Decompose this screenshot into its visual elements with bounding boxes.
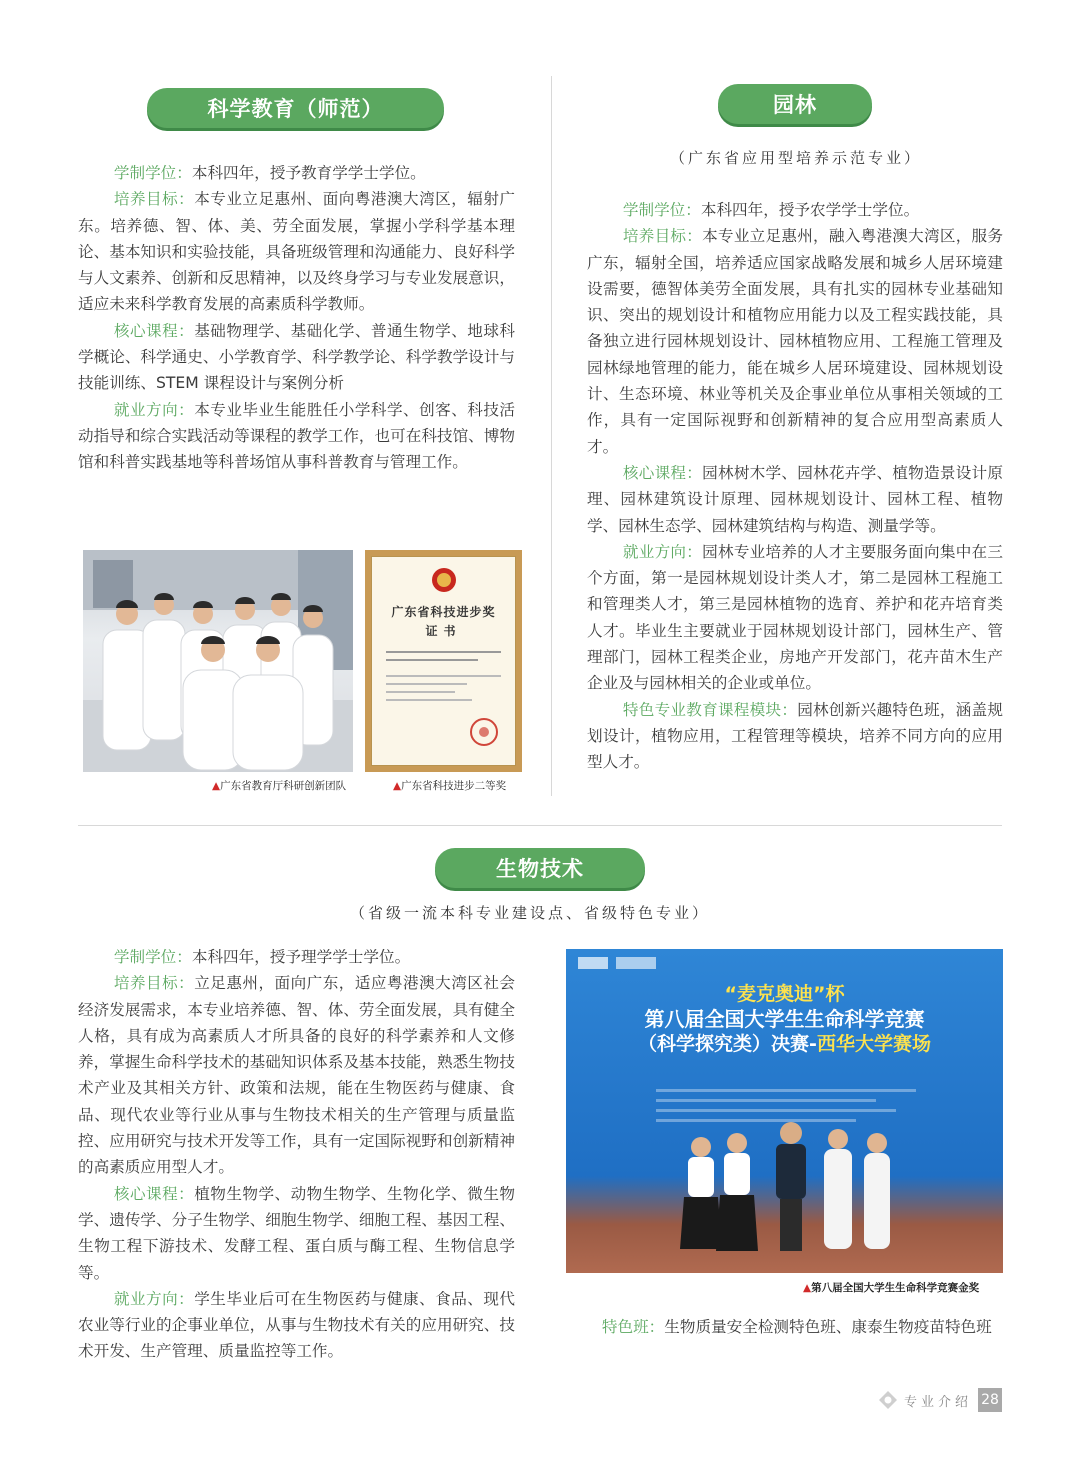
landscape-subtitle: （广东省应用型培养示范专业） <box>670 149 923 167</box>
competition-caption: ▲第八届全国大学生生命科学竞赛金奖 <box>803 1282 980 1294</box>
paragraph-career: 就业方向：学生毕业后可在生物医药与健康、食品、现代农业等行业的企事业单位，从事与生物技术有关的应用研究、技术开发、生产管理、质量监控等工作。 <box>78 1289 515 1361</box>
label: 核心课程： <box>622 463 703 482</box>
seal-icon <box>469 717 499 747</box>
paragraph-career: 就业方向：本专业毕业生能胜任小学科学、创客、科技活动指导和综合实践活动等课程的教学工作，也可在科技馆、博物馆和科普实践基地等科普场馆从事科普教育与管理工作。 <box>78 400 515 472</box>
label: 核心课程： <box>113 1184 195 1203</box>
section-divider <box>78 825 1002 826</box>
paragraph-degree: 学制学位：本科四年，授予理学学士学位。 <box>113 948 411 966</box>
national-emblem-icon <box>431 567 457 593</box>
certificate-subtitle: 证书 <box>425 624 462 638</box>
paragraph-courses: 核心课程：园林树木学、园林花卉学、植物造景设计原理、园林建筑设计原理、园林规划设计、园林工程、植物学、园林生态学、园林建筑结构与构造、测量学等。 <box>587 463 1003 535</box>
section-title-biotech <box>435 848 645 888</box>
paragraph-degree: 学制学位：本科四年，授予农学学士学位。 <box>622 201 920 219</box>
paragraph-goal: 培养目标：本专业立足惠州、面向粤港澳大湾区，辐射广东。培养德、智、体、美、劳全面发展，掌握小学科学基本理论、基本知识和实验技能，具备班级管理和沟通能力、良好科学与人文素养、创新和反思精神，以及终身学习与专业发展意识，适应未来科学教育发展的高素质科学教师。 <box>78 190 515 314</box>
paragraph-courses: 核心课程：植物生物学、动物生物学、生物化学、微生物学、遗传学、分子生物学、细胞生物学、细胞工程、基因工程、生物工程下游技术、发酵工程、蛋白质与酶工程、生物信息学等。 <box>78 1184 515 1282</box>
banner-line-2: 第八届全国大学生生命科学竞赛 <box>644 1007 925 1031</box>
paragraph-goal: 培养目标：本专业立足惠州，融入粤港澳大湾区，服务广东，辐射全国，培养适应国家战略发展和城乡人居环境建设需要，德智体美劳全面发展，具有扎实的园林专业基础知识、突出的规划设计和植物应用能力以及工程实践技能，具备独立进行园林规划设计、园林植物应用、工程施工管理及园林绿地管理的能力，能在城乡人居环境建设、园林规划设计、生态环境、林业等机关及企事业单位从事相关领域的工作，具有一定国际视野和创新精神的复合应用型高素质人才。 <box>587 227 1003 456</box>
section-title-landscape <box>718 84 872 124</box>
certificate-caption: ▲广东省科技进步二等奖 <box>393 780 507 792</box>
diamond-logo-icon <box>878 1390 898 1410</box>
triangle-marker-icon: ▲ <box>212 780 221 792</box>
label: 培养目标： <box>113 190 195 209</box>
label: 培养目标： <box>113 974 195 993</box>
triangle-marker-icon: ▲ <box>393 780 402 792</box>
label: 特色专业教育课程模块： <box>622 700 798 719</box>
label: 培养目标： <box>622 227 703 246</box>
paragraph-special-class: 特色班：生物质量安全检测特色班、康泰生物疫苗特色班 <box>601 1318 992 1336</box>
competition-photo <box>566 949 1003 1273</box>
science-education-body <box>78 160 515 476</box>
footer-label: 专业介绍 <box>903 1394 972 1410</box>
column-divider <box>551 76 552 796</box>
certificate-title: 广东省科技进步奖 <box>391 605 496 619</box>
label: 就业方向： <box>113 400 195 419</box>
biotech-subtitle: （省级一流本科专业建设点、省级特色专业） <box>350 904 711 922</box>
section-title-text: 园林 <box>773 93 817 117</box>
landscape-body <box>587 197 1003 776</box>
triangle-marker-icon: ▲ <box>803 1282 812 1294</box>
label: 就业方向： <box>622 542 703 561</box>
label: 学制学位： <box>113 948 192 966</box>
team-photo <box>83 550 353 772</box>
paragraph-goal: 培养目标：立足惠州，面向广东，适应粤港澳大湾区社会经济发展需求，本专业培养德、智、体、劳全面发展，具有健全人格，具有成为高素质人才所具备的良好的科学素养和人文修养，掌握生命科学技术的基础知识体系及基本技能，熟悉生物技术产业及其相关方针、政策和法规，能在生物医药与健康、食品、现代农业等行业从事与生物技术相关的生产管理与质量监控、应用研究与技术开发等工作，具有一定国际视野和创新精神的高素质应用型人才。 <box>78 974 515 1177</box>
paragraph-special-module: 特色专业教育课程模块：园林创新兴趣特色班，涵盖规划设计，植物应用，工程管理等模块，培养不同方向的应用型人才。 <box>587 700 1003 772</box>
section-title-text: 生物技术 <box>496 857 584 881</box>
biotech-body <box>78 944 515 1365</box>
biotech-special-class <box>566 1314 1003 1340</box>
page-footer <box>878 1388 1002 1412</box>
certificate-text-lines <box>386 651 501 701</box>
team-photo-caption: ▲广东省教育厅科研创新团队 <box>212 780 347 792</box>
label: 核心课程： <box>113 321 195 340</box>
section-title-text: 科学教育（师范） <box>207 97 384 121</box>
paragraph-courses: 核心课程：基础物理学、基础化学、普通生物学、地球科学概论、科学通史、小学教育学、科学教学论、科学教学设计与技能训练、STEM 课程设计与案例分析 <box>78 321 515 393</box>
paragraph-degree: 学制学位：本科四年，授予教育学学士学位。 <box>113 164 426 182</box>
page-number: 28 <box>978 1388 1002 1412</box>
paragraph-career: 就业方向：园林专业培养的人才主要服务面向集中在三个方面，第一是园林规划设计类人才，第二是园林工程施工和管理类人才，第三是园林植物的选育、养护和花卉培育类人才。毕业生主要就业于园林规划设计部门，园林生产、管理部门，园林工程类企业，房地产开发部门，花卉苗木生产企业及与园林相关的企业或单位。 <box>587 542 1003 693</box>
banner-line-3: （科学探究类）决赛-西华大学赛场 <box>638 1033 931 1055</box>
certificate-paper <box>371 556 516 766</box>
label: 就业方向： <box>113 1289 195 1308</box>
award-certificate <box>365 550 522 772</box>
section-title-science-education <box>147 88 444 128</box>
banner-line-1: “麦克奥迪”杯 <box>724 983 845 1005</box>
label: 学制学位： <box>113 164 192 182</box>
label: 学制学位： <box>622 201 701 219</box>
label: 特色班： <box>601 1318 665 1336</box>
